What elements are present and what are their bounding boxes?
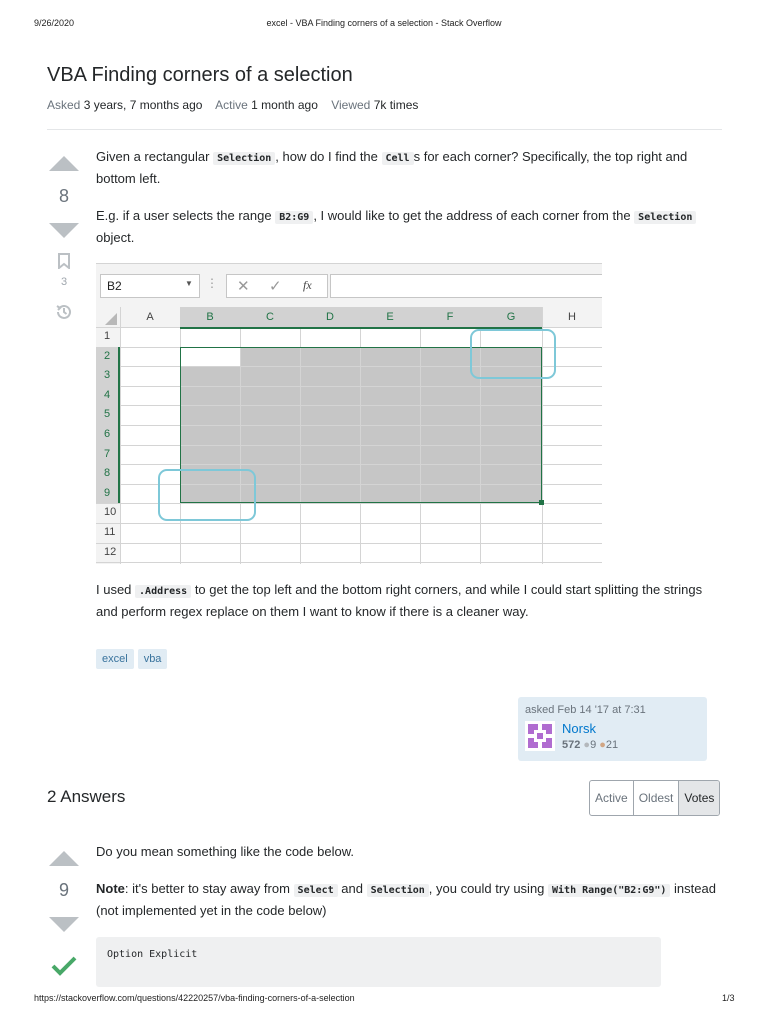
tag-excel[interactable]: excel <box>96 649 134 669</box>
question-tags <box>96 649 167 669</box>
formula-buttons <box>226 274 328 298</box>
name-box-value: B2 <box>107 279 122 293</box>
answer-code-block <box>96 937 661 987</box>
inline-code-with-range: With Range("B2:G9") <box>548 884 670 897</box>
formula-input[interactable] <box>330 274 602 298</box>
asked-value: 3 years, 7 months ago <box>83 98 203 112</box>
inline-code-cell: Cell <box>382 152 414 165</box>
history-icon[interactable] <box>55 303 73 321</box>
text-segment: , you could try using <box>428 881 549 896</box>
row-header-7: 7 <box>104 447 111 460</box>
grid-line-horizontal <box>96 543 602 544</box>
reputation-score: 572 <box>562 739 581 751</box>
text-segment: and <box>337 881 367 896</box>
excel-screenshot <box>96 263 602 564</box>
sort-tab-oldest[interactable]: Oldest <box>634 781 680 815</box>
question-paragraph-2 <box>96 206 716 248</box>
note-label: Note <box>96 881 125 896</box>
column-header-c: C <box>266 311 274 323</box>
question-vote-count: 8 <box>58 186 69 206</box>
answer-paragraph-1: Do you mean something like the code below. <box>96 844 354 859</box>
answer-downvote-icon[interactable] <box>49 917 79 932</box>
silver-badge-count: 9 <box>590 739 597 751</box>
text-segment: E.g. if a user selects the range <box>96 208 276 223</box>
bottom-left-highlight <box>158 469 256 521</box>
text-segment: instead (not implemented yet in the code below) <box>96 881 716 918</box>
text-segment: to get the top left and the bottom right corners, and while I could start splitting the strings and perform regex replace on them I want to know if there is a cleaner way. <box>96 582 703 619</box>
bookmark-count: 3 <box>60 276 68 288</box>
bronze-badge-count: 21 <box>605 739 619 751</box>
row-header-11: 11 <box>104 526 116 538</box>
downvote-icon[interactable] <box>49 223 79 238</box>
inline-code-selection: Selection <box>213 152 275 165</box>
function-icon[interactable]: fx <box>303 278 312 292</box>
column-header-d: D <box>326 311 334 323</box>
tag-vba[interactable]: vba <box>138 649 168 669</box>
text-segment: : it's better to stay away from <box>124 881 294 896</box>
answer-upvote-icon[interactable] <box>49 851 79 866</box>
question-meta <box>47 98 418 112</box>
row-header-2: 2 <box>104 349 111 362</box>
inline-code-range: B2:G9 <box>275 211 313 224</box>
column-header-g: G <box>506 311 516 323</box>
grid-line-horizontal <box>96 562 602 563</box>
row-header-5: 5 <box>104 408 111 421</box>
select-all-icon[interactable] <box>104 312 118 326</box>
column-header-b: B <box>206 311 214 323</box>
user-reputation <box>562 739 618 751</box>
column-header-h: H <box>568 311 576 323</box>
answers-count-heading: 2 Answers <box>47 787 126 806</box>
asked-label: Asked <box>47 98 81 112</box>
asked-user-card <box>518 697 707 761</box>
active-label: Active <box>215 98 248 112</box>
row-header-3: 3 <box>104 369 111 382</box>
fill-handle <box>539 500 544 505</box>
inline-code-select: Select <box>294 884 338 897</box>
row-header-8: 8 <box>104 467 111 480</box>
print-date: 9/26/2020 <box>34 18 75 28</box>
column-header-f: F <box>446 311 454 323</box>
print-page-number: 1/3 <box>722 993 735 1003</box>
row-header-9: 9 <box>104 486 111 499</box>
viewed-value: 7k times <box>373 98 419 112</box>
question-paragraph-1 <box>96 147 716 189</box>
column-header-a: A <box>146 311 154 323</box>
check-icon[interactable]: ✓ <box>269 278 282 295</box>
user-name-link[interactable]: Norsk <box>562 721 596 736</box>
text-segment: Given a rectangular <box>96 149 214 164</box>
question-paragraph-3 <box>96 580 716 622</box>
header-divider <box>47 129 722 130</box>
excel-name-box[interactable] <box>100 274 200 298</box>
text-segment: object. <box>96 230 135 245</box>
print-title: excel - VBA Finding corners of a selection - Stack Overflow <box>266 18 502 28</box>
active-value[interactable]: 1 month ago <box>251 98 318 112</box>
silver-badge-icon: ● <box>583 739 591 751</box>
top-right-highlight <box>470 329 556 379</box>
bronze-badge-icon: ● <box>599 739 606 751</box>
chevron-down-icon[interactable]: ▼ <box>185 279 193 288</box>
column-header-e: E <box>386 311 394 323</box>
text-segment: I used <box>96 582 136 597</box>
inline-code-selection: Selection <box>367 884 429 897</box>
row-header-4: 4 <box>104 388 111 401</box>
print-url: https://stackoverflow.com/questions/42220257/vba-finding-corners-of-a-selection <box>34 993 355 1003</box>
cancel-icon[interactable]: ✕ <box>237 278 250 295</box>
sort-tab-active[interactable]: Active <box>590 781 634 815</box>
upvote-icon[interactable] <box>49 156 79 171</box>
row-header-10: 10 <box>104 506 117 519</box>
answer-vote-count: 9 <box>58 880 69 900</box>
bookmark-icon[interactable] <box>58 253 70 269</box>
code-line: Option Explicit <box>107 949 198 960</box>
viewed-label: Viewed <box>331 98 371 112</box>
asked-timestamp: asked Feb 14 '17 at 7:31 <box>525 704 646 716</box>
answer-sort-tabs <box>589 780 720 816</box>
question-title[interactable]: VBA Finding corners of a selection <box>47 64 353 86</box>
row-header-12: 12 <box>104 545 117 558</box>
text-segment: , I would like to get the address of each corner from the <box>313 208 635 223</box>
user-avatar[interactable] <box>525 721 555 751</box>
more-options-icon: ⋮ <box>206 276 218 290</box>
inline-code-selection: Selection <box>634 211 696 224</box>
text-segment: s for each corner? Specifically, the top right and bottom left. <box>96 149 688 186</box>
inline-code-address: .Address <box>135 585 191 598</box>
text-segment: , how do I find the <box>275 149 382 164</box>
accepted-check-icon <box>51 955 77 977</box>
sort-tab-votes[interactable]: Votes <box>679 781 719 815</box>
row-header-6: 6 <box>104 428 111 440</box>
answer-paragraph-2 <box>96 879 716 921</box>
grid-line-horizontal <box>96 523 602 524</box>
row-header-1: 1 <box>104 330 111 342</box>
